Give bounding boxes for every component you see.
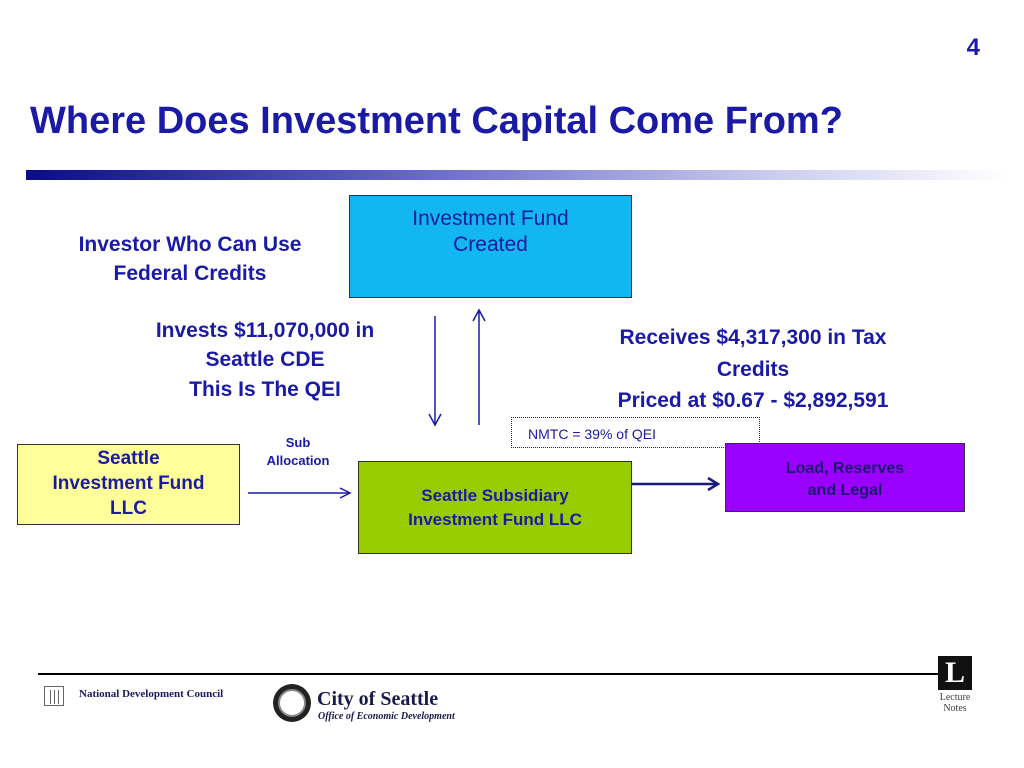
- load-reserves-box: [725, 443, 965, 512]
- subsidiary-line1: Seattle Subsidiary: [421, 485, 569, 505]
- seattle-fund-line3: LLC: [110, 497, 147, 519]
- ndc-logo-icon: [44, 686, 64, 706]
- invests-line1: Invests $11,070,000 in: [155, 319, 375, 342]
- investor-label: [30, 230, 350, 289]
- lecture-notes-label: [932, 692, 978, 714]
- city-office: Office of Economic Development: [318, 711, 455, 722]
- sub-allocation-line1: Sub: [285, 435, 311, 450]
- receives-label: [548, 322, 958, 417]
- fund-box-line1: Investment Fund: [412, 207, 569, 230]
- invests-line2: Seattle CDE: [205, 348, 325, 372]
- footer-divider: [38, 673, 956, 675]
- city-name: City of Seattle: [317, 688, 439, 710]
- invests-label: [100, 316, 430, 404]
- arrow-to-load: [632, 478, 718, 490]
- page-number: 4: [966, 34, 980, 61]
- invests-line3: This Is The QEI: [189, 377, 341, 401]
- investor-line2: Federal Credits: [113, 262, 267, 286]
- subsidiary-line2: Investment Fund LLC: [408, 509, 582, 529]
- lecture-line2: Notes: [943, 703, 967, 714]
- receives-line1: Receives $4,317,300 in Tax: [619, 326, 887, 349]
- receives-line2: Credits: [716, 357, 790, 381]
- sub-allocation-line2: Allocation: [266, 452, 330, 468]
- slide-title: Where Does Investment Capital Come From?: [30, 100, 843, 142]
- nmtc-note: NMTC = 39% of QEI: [511, 417, 760, 448]
- lecture-notes-logo: L: [938, 656, 972, 690]
- lecture-line1: Lecture: [939, 692, 971, 703]
- investor-line1: Investor Who Can Use: [78, 233, 302, 256]
- ndc-name: National Development Council: [79, 688, 224, 700]
- receives-line3: Priced at $0.67 - $2,892,591: [617, 389, 889, 412]
- load-line1: Load, Reserves: [785, 460, 905, 477]
- investment-fund-box: [349, 195, 632, 298]
- fund-box-line2: Created: [453, 233, 528, 257]
- seattle-fund-line2: Investment Fund: [52, 473, 205, 495]
- seattle-investment-fund-box: [17, 444, 240, 525]
- sub-allocation-label: [252, 434, 344, 469]
- arrow-down-invest: [429, 316, 441, 425]
- subsidiary-fund-box: [358, 461, 632, 554]
- city-seal-icon: [273, 684, 311, 722]
- arrow-sub-allocation: [248, 488, 350, 498]
- load-line2: and Legal: [807, 482, 883, 500]
- arrow-up-credits: [473, 310, 485, 425]
- seattle-fund-line1: Seattle: [97, 448, 160, 470]
